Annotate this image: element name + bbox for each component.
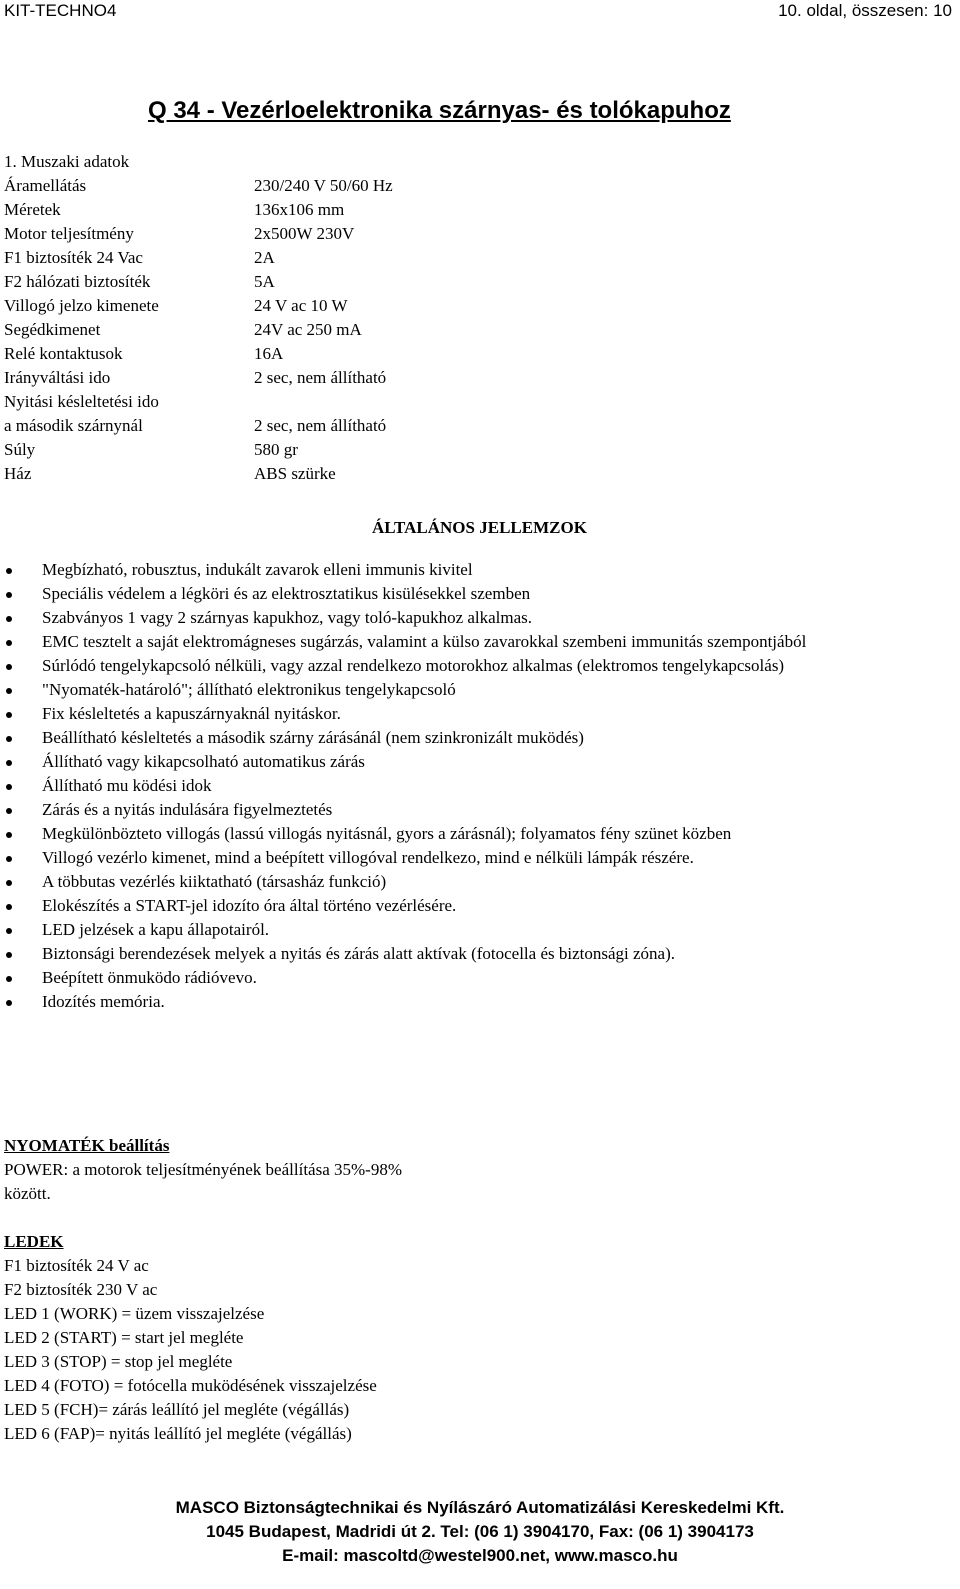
feature-item xyxy=(4,870,954,894)
bullet-icon xyxy=(6,904,12,910)
bullet-icon xyxy=(6,736,12,742)
spec-row xyxy=(4,246,604,270)
feature-text: Állítható vagy kikapcsolható automatikus zárás xyxy=(42,752,365,771)
spec-row xyxy=(4,270,604,294)
feature-text: Súrlódó tengelykapcsoló nélküli, vagy azzal rendelkezo motorokhoz alkalmas (elektromos tengelykapcsolás) xyxy=(42,656,785,675)
feature-item xyxy=(4,630,954,654)
spec-label: F2 hálózati biztosíték xyxy=(4,272,151,291)
spec-label: Ház xyxy=(4,464,32,483)
bullet-icon xyxy=(6,976,12,982)
spec-value: 2A xyxy=(254,248,275,267)
bullet-icon xyxy=(6,760,12,766)
feature-text: LED jelzések a kapu állapotairól. xyxy=(42,920,270,939)
spec-value: 136x106 mm xyxy=(254,200,345,219)
spec-row xyxy=(4,318,604,342)
feature-item xyxy=(4,774,954,798)
spec-value: ABS szürke xyxy=(254,464,336,483)
spec-label: Relé kontaktusok xyxy=(4,344,123,363)
feature-item xyxy=(4,678,954,702)
spec-row xyxy=(4,414,604,438)
feature-text: Villogó vezérlo kimenet, mind a beépített villogóval rendelkezo, mind e nélküli lámpák részére. xyxy=(42,848,694,867)
torque-line: POWER: a motorok teljesítményének beállítása 35%-98% xyxy=(4,1160,402,1179)
led-line: LED 4 (FOTO) = fotócella muködésének visszajelzése xyxy=(4,1376,377,1395)
feature-text: Idozítés memória. xyxy=(42,992,165,1011)
spec-value: 2x500W 230V xyxy=(254,224,355,243)
spec-label: Méretek xyxy=(4,200,61,219)
spec-value: 2 sec, nem állítható xyxy=(254,416,387,435)
feature-item xyxy=(4,894,954,918)
spec-label: Irányváltási ido xyxy=(4,368,111,387)
feature-item xyxy=(4,726,954,750)
spec-row xyxy=(4,366,604,390)
spec-value: 5A xyxy=(254,272,275,291)
led-line: F1 biztosíték 24 V ac xyxy=(4,1256,149,1275)
feature-item xyxy=(4,750,954,774)
feature-item xyxy=(4,942,954,966)
led-line: F2 biztosíték 230 V ac xyxy=(4,1280,158,1299)
feature-text: A többutas vezérlés kiiktatható (társasház funkció) xyxy=(42,872,387,891)
feature-item xyxy=(4,558,954,582)
torque-section xyxy=(4,1134,704,1206)
spec-label: a második szárnynál xyxy=(4,416,143,435)
feature-item xyxy=(4,606,954,630)
spec-row xyxy=(4,294,604,318)
bullet-icon xyxy=(6,712,12,718)
bullet-icon xyxy=(6,592,12,598)
spec-label: Áramellátás xyxy=(4,176,87,195)
spec-row xyxy=(4,342,604,366)
spec-value: 580 gr xyxy=(254,440,298,459)
bullet-icon xyxy=(6,568,12,574)
led-line: LED 3 (STOP) = stop jel megléte xyxy=(4,1352,233,1371)
feature-item xyxy=(4,798,954,822)
feature-item xyxy=(4,918,954,942)
feature-item xyxy=(4,966,954,990)
leds-heading: LEDEK xyxy=(4,1232,64,1251)
led-line: LED 2 (START) = start jel megléte xyxy=(4,1328,244,1347)
spec-value: 230/240 V 50/60 Hz xyxy=(254,176,393,195)
feature-text: "Nyomaték-határoló"; állítható elektronikus tengelykapcsoló xyxy=(42,680,456,699)
footer-line: E-mail: mascoltd@westel900.net, www.masco.hu xyxy=(282,1546,678,1565)
page-footer xyxy=(0,1496,960,1568)
bullet-icon xyxy=(6,880,12,886)
leds-section xyxy=(4,1230,704,1446)
torque-heading: NYOMATÉK beállítás xyxy=(4,1136,170,1155)
spec-value: 24V ac 250 mA xyxy=(254,320,362,339)
feature-text: Megbízható, robusztus, indukált zavarok elleni immunis kivitel xyxy=(42,560,473,579)
bullet-icon xyxy=(6,688,12,694)
led-line: LED 6 (FAP)= nyitás leállító jel megléte (végállás) xyxy=(4,1424,352,1443)
feature-item xyxy=(4,582,954,606)
led-line: LED 1 (WORK) = üzem visszajelzése xyxy=(4,1304,265,1323)
spec-row xyxy=(4,462,604,486)
feature-text: Speciális védelem a légköri és az elektrosztatikus kisülésekkel szemben xyxy=(42,584,531,603)
feature-text: Zárás és a nyitás indulására figyelmeztetés xyxy=(42,800,333,819)
feature-item xyxy=(4,846,954,870)
feature-item xyxy=(4,990,954,1014)
bullet-icon xyxy=(6,616,12,622)
feature-text: Fix késleltetés a kapuszárnyaknál nyitáskor. xyxy=(42,704,341,723)
spec-label: Segédkimenet xyxy=(4,320,101,339)
spec-label: Súly xyxy=(4,440,36,459)
bullet-icon xyxy=(6,832,12,838)
spec-label: F1 biztosíték 24 Vac xyxy=(4,248,143,267)
feature-text: Beépített önmuködo rádióvevo. xyxy=(42,968,257,987)
bullet-icon xyxy=(6,664,12,670)
page-header xyxy=(0,0,960,24)
feature-text: Biztonsági berendezések melyek a nyitás és zárás alatt aktívak (fotocella és biztonsági zóna). xyxy=(42,944,675,963)
bullet-icon xyxy=(6,856,12,862)
torque-line: között. xyxy=(4,1184,51,1203)
spec-label: Motor teljesítmény xyxy=(4,224,134,243)
feature-item xyxy=(4,702,954,726)
feature-item xyxy=(4,822,954,846)
led-line: LED 5 (FCH)= zárás leállító jel megléte (végállás) xyxy=(4,1400,350,1419)
bullet-icon xyxy=(6,808,12,814)
spec-value: 16A xyxy=(254,344,284,363)
document-title: Q 34 - Vezérloelektronika szárnyas- és tolókapuhoz xyxy=(148,97,731,124)
spec-label: Nyitási késleltetési ido xyxy=(4,392,159,411)
spec-row xyxy=(4,174,604,198)
bullet-icon xyxy=(6,784,12,790)
feature-text: Állítható mu ködési idok xyxy=(42,776,212,795)
features-heading: ÁLTALÁNOS JELLEMZOK xyxy=(372,518,587,537)
bullet-icon xyxy=(6,1000,12,1006)
spec-row xyxy=(4,198,604,222)
feature-text: EMC tesztelt a saját elektromágneses sugárzás, valamint a külso zavarokkal szembeni immunitás szempontjából xyxy=(42,632,807,651)
page-number: 10. oldal, összesen: 10 xyxy=(778,1,952,20)
feature-text: Beállítható késleltetés a második szárny zárásánál (nem szinkronizált muködés) xyxy=(42,728,584,747)
technical-data-section xyxy=(4,150,604,486)
spec-value: 24 V ac 10 W xyxy=(254,296,348,315)
spec-row xyxy=(4,390,604,414)
spec-row xyxy=(4,438,604,462)
bullet-icon xyxy=(6,640,12,646)
feature-item xyxy=(4,654,954,678)
bullet-icon xyxy=(6,928,12,934)
technical-data-heading: 1. Muszaki adatok xyxy=(4,152,130,171)
feature-text: Elokészítés a START-jel idozíto óra által történo vezérlésére. xyxy=(42,896,457,915)
spec-row xyxy=(4,222,604,246)
feature-text: Megkülönbözteto villogás (lassú villogás nyitásnál, gyors a zárásnál); folyamatos fény szünet közben xyxy=(42,824,732,843)
spec-value: 2 sec, nem állítható xyxy=(254,368,387,387)
footer-line: MASCO Biztonságtechnikai és Nyílászáró Automatizálási Kereskedelmi Kft. xyxy=(175,1498,785,1517)
feature-text: Szabványos 1 vagy 2 szárnyas kapukhoz, vagy toló-kapukhoz alkalmas. xyxy=(42,608,533,627)
spec-label: Villogó jelzo kimenete xyxy=(4,296,159,315)
features-list xyxy=(4,558,954,1014)
footer-line: 1045 Budapest, Madridi út 2. Tel: (06 1) 3904170, Fax: (06 1) 3904173 xyxy=(206,1522,754,1541)
bullet-icon xyxy=(6,952,12,958)
header-company: KIT-TECHNO4 xyxy=(4,1,117,20)
